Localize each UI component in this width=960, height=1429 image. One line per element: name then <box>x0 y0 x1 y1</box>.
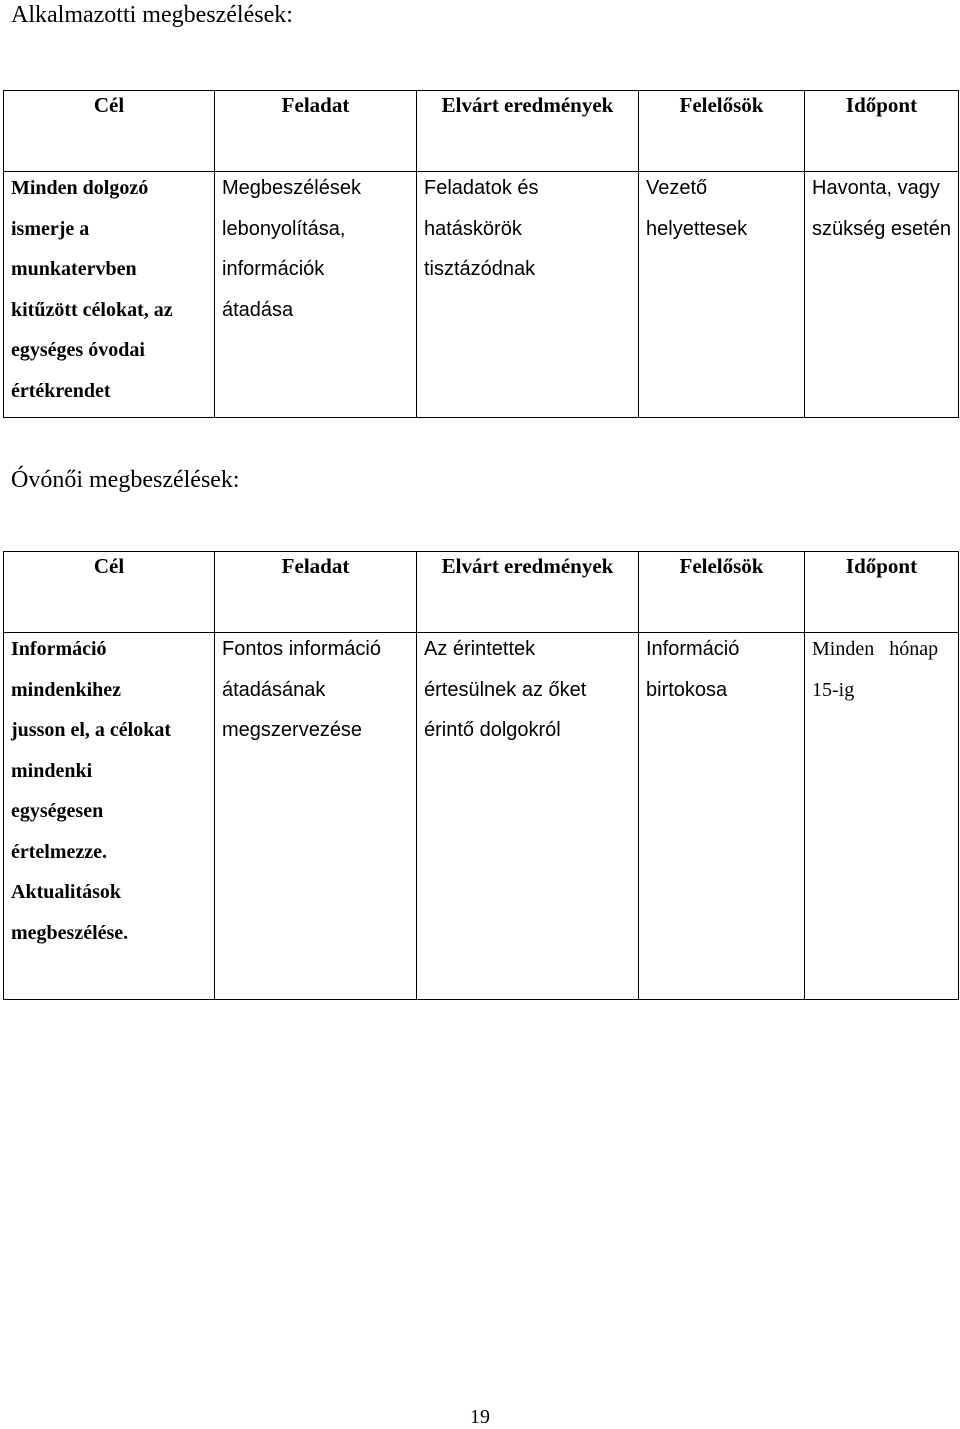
cell-cel <box>4 172 215 418</box>
header-cel: Cél <box>4 91 215 172</box>
cell-cel <box>4 633 215 1000</box>
cell-line: munkatervben <box>11 258 137 280</box>
header-felelosok: Felelősök <box>639 552 805 633</box>
cell-line: szükség esetén <box>812 217 951 240</box>
header-cel: Cél <box>4 552 215 633</box>
cell-felelosok <box>639 633 805 1000</box>
cell-line: mindenkihez <box>11 678 122 701</box>
cell-line: Havonta, vagy <box>812 177 940 199</box>
cell-line: értelmezze. <box>11 840 108 863</box>
header-elvart-eredmenyek: Elvárt eredmények <box>417 552 639 633</box>
section-title-alkalmazotti: Alkalmazotti megbeszélések: <box>11 2 293 28</box>
cell-line: egységesen <box>11 800 104 822</box>
cell-line: Információ <box>11 638 107 660</box>
cell-line: Aktualitások <box>11 881 122 903</box>
cell-line: jusson el, a célokat <box>11 719 171 741</box>
cell-line: megszervezése <box>222 719 363 741</box>
cell-line: ismerje a <box>11 217 90 240</box>
cell-line: értékrendet <box>11 379 111 402</box>
table-header-row <box>4 91 959 172</box>
cell-felelosok <box>639 172 805 418</box>
cell-line: Megbeszélések <box>222 177 361 199</box>
cell-line: Az érintettek <box>424 638 536 660</box>
cell-feladat <box>215 172 417 418</box>
cell-idopont <box>805 633 959 1000</box>
cell-line: birtokosa <box>646 678 728 701</box>
cell-line: átadásának <box>222 678 326 701</box>
header-elvart-eredmenyek: Elvárt eredmények <box>417 91 639 172</box>
cell-line: Vezető <box>646 177 708 199</box>
cell-line: kitűzött célokat, az <box>11 298 173 321</box>
cell-line: helyettesek <box>646 217 748 240</box>
cell-line: Minden dolgozó <box>11 177 149 199</box>
cell-feladat <box>215 633 417 1000</box>
header-felelosok: Felelősök <box>639 91 805 172</box>
header-idopont: Időpont <box>805 552 959 633</box>
cell-line: átadása <box>222 298 294 321</box>
cell-line: egységes óvodai <box>11 339 145 361</box>
cell-line: értesülnek az őket <box>424 678 587 701</box>
cell-line: hatáskörök <box>424 217 522 240</box>
header-idopont: Időpont <box>805 91 959 172</box>
table-row <box>4 172 959 418</box>
cell-line: 15-ig <box>812 678 855 701</box>
cell-line: tisztázódnak <box>424 258 536 280</box>
cell-line: érintő dolgokról <box>424 719 561 741</box>
section-title-ovonoi: Óvónői megbeszélések: <box>11 467 240 493</box>
page-number: 19 <box>470 1406 490 1428</box>
table-ovonoi <box>3 551 959 1000</box>
cell-line: Feladatok és <box>424 177 539 199</box>
header-feladat: Feladat <box>215 91 417 172</box>
cell-line: lebonyolítása, <box>222 217 346 240</box>
table-header-row <box>4 552 959 633</box>
cell-line: Információ <box>646 638 740 660</box>
cell-elvart-eredmenyek <box>417 172 639 418</box>
header-feladat: Feladat <box>215 552 417 633</box>
cell-line: információk <box>222 258 325 280</box>
cell-line: Fontos információ <box>222 638 381 660</box>
table-row <box>4 633 959 1000</box>
cell-elvart-eredmenyek <box>417 633 639 1000</box>
cell-idopont <box>805 172 959 418</box>
cell-line: Minden hónap <box>812 638 939 660</box>
table-alkalmazotti <box>3 90 959 418</box>
cell-line: megbeszélése. <box>11 921 129 944</box>
cell-line: mindenki <box>11 759 93 782</box>
